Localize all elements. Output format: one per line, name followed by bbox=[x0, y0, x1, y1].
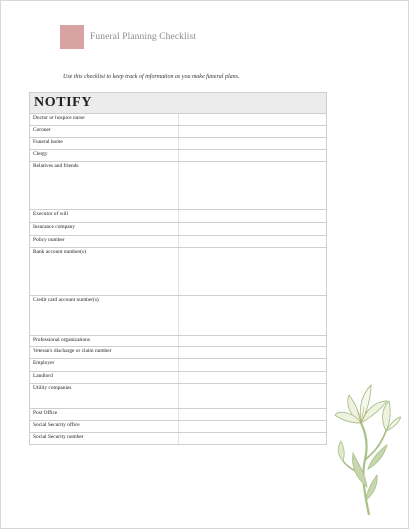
row-label: Veteran's discharge or claim number bbox=[30, 347, 179, 359]
row-value-field[interactable] bbox=[178, 409, 327, 421]
row-label: Social Security office bbox=[30, 421, 179, 433]
notify-header bbox=[30, 93, 327, 114]
row-value-field[interactable] bbox=[178, 359, 327, 372]
row-label: Social Security number bbox=[30, 433, 179, 445]
row-value-field[interactable] bbox=[178, 138, 327, 150]
row-label: Doctor or hospice nurse bbox=[30, 114, 179, 126]
row-label: Policy number bbox=[30, 236, 179, 248]
row-value-field[interactable] bbox=[178, 210, 327, 223]
row-value-field[interactable] bbox=[178, 236, 327, 248]
row-value-field[interactable] bbox=[178, 336, 327, 347]
row-label: Relatives and friends bbox=[30, 162, 179, 210]
row-value-field[interactable] bbox=[178, 384, 327, 409]
row-label: Utility companies bbox=[30, 384, 179, 409]
row-value-field[interactable] bbox=[178, 421, 327, 433]
document-title: Funeral Planning Checklist bbox=[90, 32, 197, 42]
row-value-field[interactable] bbox=[178, 223, 327, 236]
lily-flower-icon bbox=[331, 365, 401, 515]
row-label: Insurance company bbox=[30, 223, 179, 236]
notify-table bbox=[29, 92, 327, 445]
row-value-field[interactable] bbox=[178, 296, 327, 336]
row-label: Professional organizations bbox=[30, 336, 179, 347]
row-value-field[interactable] bbox=[178, 347, 327, 359]
row-value-field[interactable] bbox=[178, 433, 327, 445]
row-label: Clergy bbox=[30, 150, 179, 162]
row-label: Post Office bbox=[30, 409, 179, 421]
row-label: Employer bbox=[30, 359, 179, 372]
row-value-field[interactable] bbox=[178, 248, 327, 296]
row-value-field[interactable] bbox=[178, 372, 327, 384]
row-label: Bank account number(s) bbox=[30, 248, 179, 296]
title-color-swatch bbox=[60, 25, 84, 49]
row-label: Credit card account number(s) bbox=[30, 296, 179, 336]
instructions-text: Use this checklist to keep track of information as you make funeral plans. bbox=[63, 74, 240, 80]
row-label: Coroner bbox=[30, 126, 179, 138]
row-label: Executor of will bbox=[30, 210, 179, 223]
row-value-field[interactable] bbox=[178, 162, 327, 210]
notify-header-text: NOTIFY bbox=[34, 95, 93, 110]
row-value-field[interactable] bbox=[178, 150, 327, 162]
row-label: Landlord bbox=[30, 372, 179, 384]
row-value-field[interactable] bbox=[178, 114, 327, 126]
row-label: Funeral home bbox=[30, 138, 179, 150]
row-value-field[interactable] bbox=[178, 126, 327, 138]
